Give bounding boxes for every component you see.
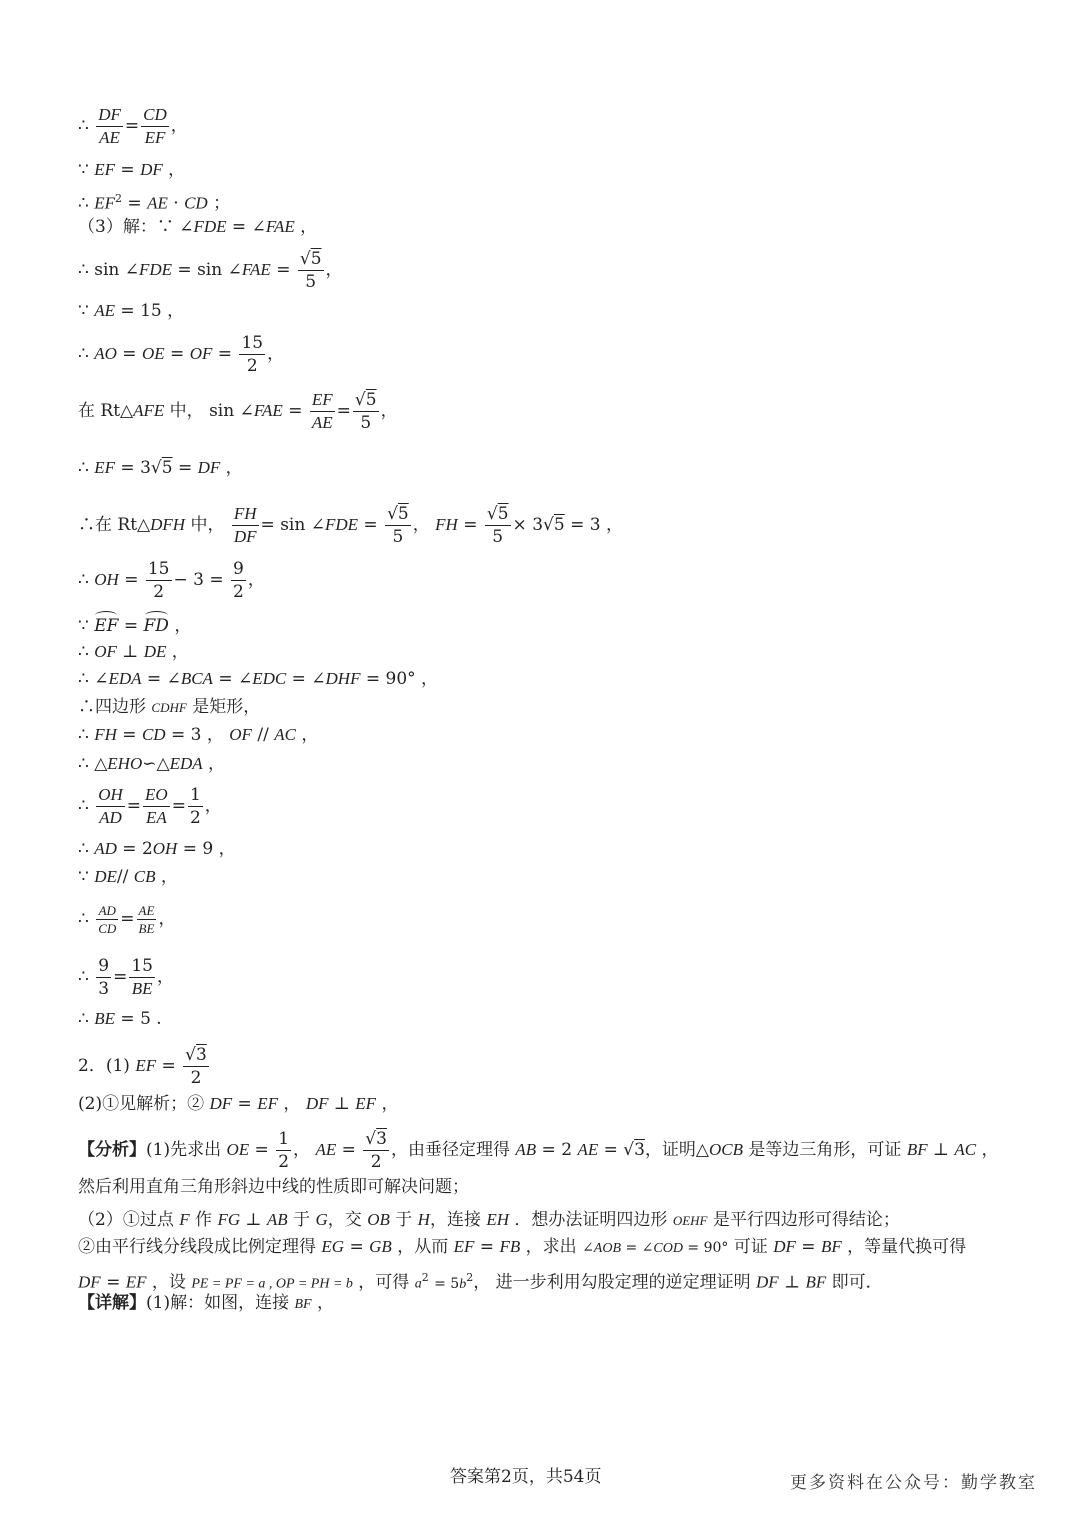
- line-22: ∴ $\frac{9}{3}$ = $\frac{15}{BE}$ ，: [78, 956, 174, 999]
- line-4: （3）解：∵ ∠FDE = ∠FAE ，: [78, 217, 318, 237]
- line-2: ∵ EF = DF ，: [78, 160, 186, 180]
- line-25: (2)①见解析；② DF = EF ， DF ⊥ EF ，: [78, 1094, 399, 1114]
- line-20: ∵ DE// CB ，: [78, 867, 178, 887]
- line-5: ∴ sin ∠FDE = sin ∠FAE = $\frac{√5}{5}$ ，: [78, 249, 343, 292]
- line-19: ∴ AD = 2OH = 9 ，: [78, 839, 236, 859]
- line-3: ∴ $EF^2$ = AE · CD ；: [78, 192, 231, 214]
- line-15: ∴四边形 CDHF 是矩形，: [78, 697, 261, 717]
- line-6: ∵ AE = 15 ，: [78, 301, 185, 321]
- analysis-part-2: （2）①过点 F 作 FG ⊥ AB 于 G，交 OB 于 H，连接 EH ．想办法证明四边形 OEHF 是平行四边形可得结论；: [78, 1210, 900, 1230]
- line-12: ∵ EF = FD ，: [78, 616, 192, 636]
- line-16: ∴ FH = CD = 3 ， OF // AC ，: [78, 725, 319, 745]
- page-footer: 答案第2页，共54页: [450, 1467, 602, 1487]
- line-24: 2．(1) EF = $\frac{√3}{2}$: [78, 1045, 207, 1088]
- line-9: ∴ EF = 3√5 = DF ，: [78, 458, 243, 478]
- line-18: ∴ $\frac{OH}{AD}$ = $\frac{EO}{EA}$ = $\frac{1}{2}$ ，: [78, 785, 222, 828]
- line-7: ∴ AO = OE = OF = $\frac{15}{2}$ ，: [78, 333, 285, 376]
- line-23: ∴ BE = 5 .: [78, 1009, 162, 1029]
- line-1: ∴ $\frac{DF}{AE}$ = $\frac{CD}{EF}$ ，: [78, 105, 188, 147]
- line-8: 在 Rt△AFE 中， sin ∠FAE = $\frac{EF}{AE}$ = $\frac{√5}{5}$ ，: [78, 390, 398, 433]
- line-13: ∴ OF ⊥ DE ，: [78, 642, 189, 662]
- line-10: ∴在 Rt△DFH 中， $\frac{FH}{DF}$ = sin ∠FDE = $\frac{√5}{5}$ ， FH = $\frac{√5}{5}$ × 3√5 = 3 ，: [78, 504, 623, 547]
- line-21: ∴ $\frac{AD}{CD}$ = $\frac{AE}{BE}$ ，: [78, 903, 176, 936]
- analysis-paragraph: 【分析】(1)先求出 OE = $\frac{1}{2}$ ， AE = $\frac{√3}{2}$ ，由垂径定理得 AB = 2 AE = √3，证明△OCB 是等边三角形，可证 BF ⊥ AC ， 然后利用直角三角形斜边中线的性质即可解决问题；: [78, 1129, 999, 1197]
- line-29: 【详解】(1)解：如图，连接 BF ，: [78, 1293, 334, 1313]
- watermark-text: 更多资料在公众号：勤学教室: [790, 1473, 1037, 1493]
- line-17: ∴ △EHO∽△EDA ，: [78, 754, 226, 774]
- line-11: ∴ OH = $\frac{15}{2}$ − 3 = $\frac{9}{2}$ ，: [78, 559, 265, 602]
- line-14: ∴ ∠EDA = ∠BCA = ∠EDC = ∠DHF = 90° ，: [78, 669, 439, 689]
- analysis-part-3: ②由平行线分线段成比例定理得 EG = GB ，从而 EF = FB ，求出 ∠AOB = ∠COD = 90° 可证 DF = BF ，等量代换可得 DF = EF ，设 PE = PF = a , OP = PH = b ，可得 $a^2 = 5b^2$， 进一步利用勾股定理的逆定理证明 DF ⊥ BF 即可．: [78, 1237, 967, 1293]
